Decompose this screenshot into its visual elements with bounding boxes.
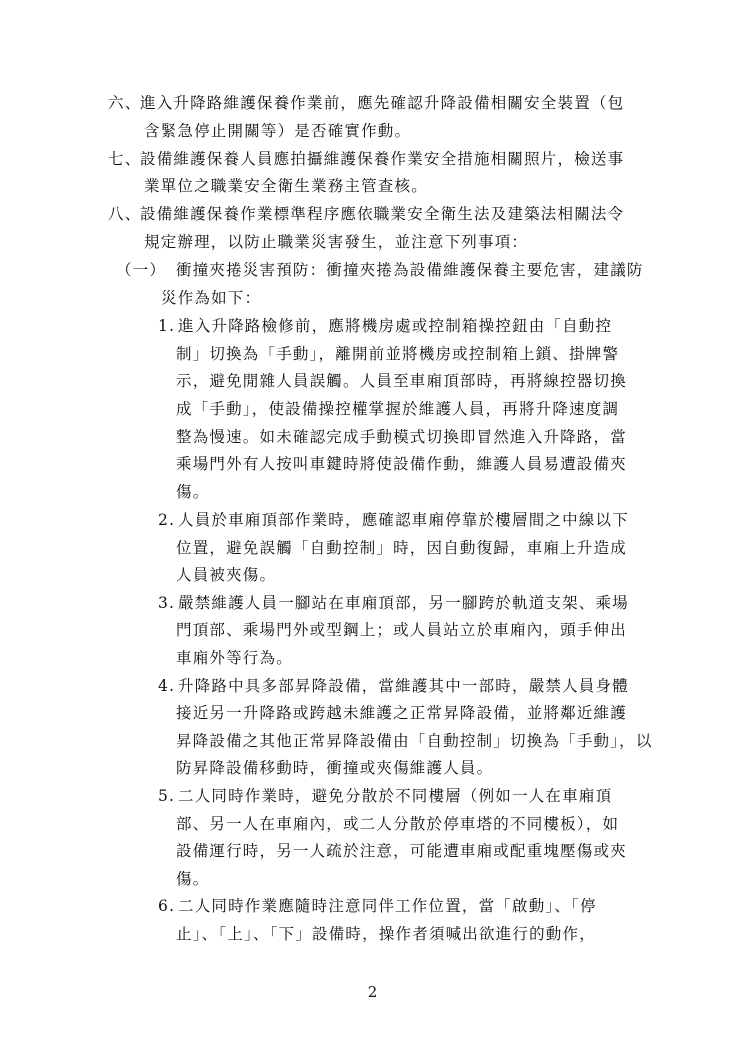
point-text-line: 進入升降路檢修前，應將機房處或控制箱操控鈕由「自動控 xyxy=(178,317,613,335)
item-label: 八、 xyxy=(108,205,142,223)
point-text-line: 二人同時作業應隨時注意同伴工作位置，當「啟動」、「停 xyxy=(178,897,597,915)
item-label: 七、 xyxy=(108,150,142,168)
point-text-line: 傷。 xyxy=(176,483,210,501)
page-number: 2 xyxy=(367,983,378,1001)
point-text-line: 門頂部、乘場門外或型鋼上；或人員站立於車廂內，頭手伸出 xyxy=(176,621,627,639)
point-text-line: 成「手動」，使設備操控權掌握於維護人員，再將升降速度調 xyxy=(176,400,620,418)
point-text-line: 車廂外等行為。 xyxy=(176,649,293,667)
point-text-line: 二人同時作業時，避免分散於不同樓層（例如一人在車廂頂 xyxy=(178,787,613,805)
point-number: 6. xyxy=(158,897,176,915)
point-text-line: 示，避免閒雜人員誤觸。人員至車廂頂部時，再將線控器切換 xyxy=(176,372,627,390)
point-text-line: 嚴禁維護人員一腳站在車廂頂部，另一腳跨於軌道支架、乘場 xyxy=(178,594,629,612)
point-text-line: 部、另一人在車廂內，或二人分散於停車塔的不同樓板），如 xyxy=(176,815,620,833)
point-text-line: 設備運行時，另一人疏於注意，可能遭車廂或配重塊壓傷或夾 xyxy=(176,842,627,860)
point-text-line: 昇降設備之其他正常昇降設備由「自動控制」切換為「手動」，以 xyxy=(176,732,653,750)
point-text-line: 接近另一升降路或跨越未維護之正常昇降設備，並將鄰近維護 xyxy=(176,704,627,722)
point-number: 2. xyxy=(158,511,176,529)
item-text-line: 含緊急停止開關等）是否確實作動。 xyxy=(144,122,412,140)
point-number: 5. xyxy=(158,787,176,805)
point-text-line: 防昇降設備移動時，衝撞或夾傷維護人員。 xyxy=(176,759,494,777)
subsection-text-line: 災作為如下： xyxy=(161,289,262,307)
point-number: 3. xyxy=(158,594,176,612)
point-text-line: 制」切換為「手動」，離開前並將機房或控制箱上鎖、掛牌警 xyxy=(176,345,620,363)
point-text-line: 升降路中具多部昇降設備，當維護其中一部時，嚴禁人員身體 xyxy=(178,677,629,695)
subsection-text-line: 衝撞夾捲災害預防：衝撞夾捲為設備維護保養主要危害，建議防 xyxy=(176,261,644,279)
point-text-line: 位置，避免誤觸「自動控制」時，因自動復歸，車廂上升造成 xyxy=(176,539,627,557)
item-text-line: 設備維護保養人員應拍攝維護保養作業安全措施相關照片，檢送事 xyxy=(140,150,625,168)
point-text-line: 乘場門外有人按叫車鍵時將使設備作動，維護人員易遭設備夾 xyxy=(176,455,627,473)
item-label: 六、 xyxy=(108,94,142,112)
point-text-line: 人員於車廂頂部作業時，應確認車廂停靠於樓層間之中線以下 xyxy=(178,511,629,529)
point-text-line: 傷。 xyxy=(176,870,210,888)
item-text-line: 進入升降路維護保養作業前，應先確認升降設備相關安全裝置（包 xyxy=(140,94,625,112)
item-text-line: 業單位之職業安全衛生業務主管查核。 xyxy=(144,177,428,195)
point-text-line: 人員被夾傷。 xyxy=(176,566,277,584)
point-text-line: 止」、「上」、「下」設備時，操作者須喊出欲進行的動作， xyxy=(176,925,596,943)
item-text-line: 設備維護保養作業標準程序應依職業安全衛生法及建築法相關法令 xyxy=(140,205,625,223)
point-number: 4. xyxy=(158,677,176,695)
point-number: 1. xyxy=(158,317,176,335)
point-text-line: 整為慢速。如未確認完成手動模式切換即冒然進入升降路，當 xyxy=(176,428,627,446)
subsection-label: （一） xyxy=(116,261,167,279)
item-text-line: 規定辦理，以防止職業災害發生，並注意下列事項： xyxy=(144,233,529,251)
